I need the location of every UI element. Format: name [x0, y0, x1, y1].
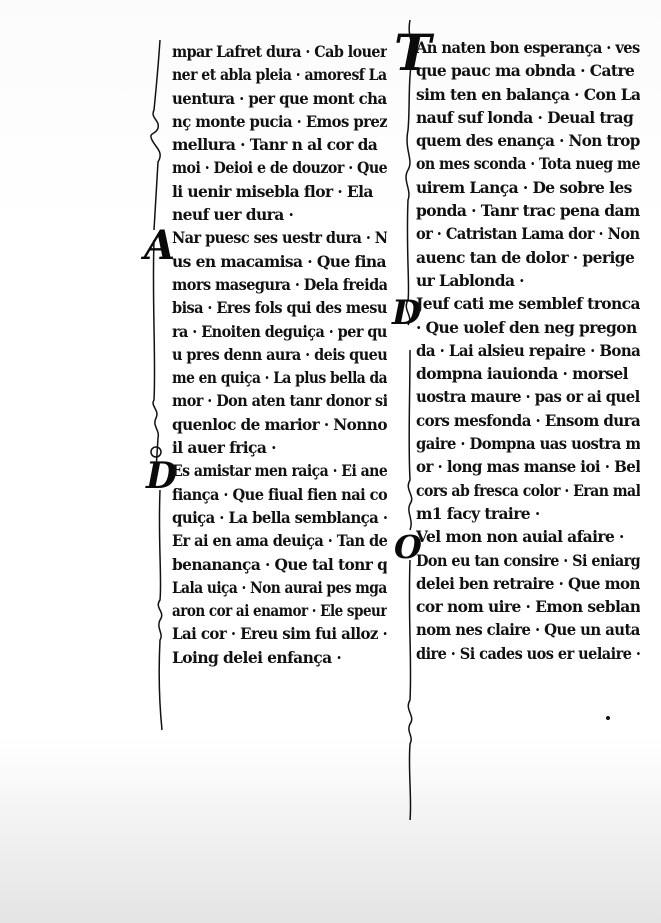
verse-line: ner et abla pleia · amoresf La: [172, 65, 387, 85]
verse-line: cors mesfonda · Ensom dura: [416, 410, 641, 430]
verse-line: quiça · La bella semblança ·: [172, 507, 388, 527]
verse-line: Nar puesc ses uestr dura · N: [172, 228, 388, 248]
verse-line: or · Catristan Lama dor · Non: [416, 224, 640, 244]
verse-line: dire · Si cades uos er uelaire ·: [416, 643, 640, 663]
verse-line: me en quiça · La plus bella da: [172, 368, 387, 388]
verse-line: que pauc ma obnda · Catre: [416, 61, 635, 81]
verse-line: neuf uer dura ·: [172, 205, 294, 225]
verse-line: Jeuf cati me semblef tronca: [416, 294, 640, 314]
verse-line: mors masegura · Dela freida: [172, 274, 388, 294]
verse-line: Lai cor · Ereu sim fui alloz ·: [172, 624, 387, 644]
verse-line: u pres denn aura · deis queu: [172, 344, 388, 364]
verse-line: Lala uiça · Non aurai pes mga: [172, 577, 387, 597]
stanza: [172, 459, 387, 669]
verse-line: delei ben retraire · Que mon: [416, 573, 640, 593]
verse-line: nauf suf londa · Deual trag: [416, 107, 634, 127]
stanza: [416, 525, 640, 665]
verse-line: nç monte pucia · Emos prez: [172, 111, 388, 131]
verse-line: fiança · Que fiual fien nai co: [172, 484, 388, 504]
verse-line: ponda · Tanr trac pena dam: [416, 201, 640, 221]
stanza: [172, 40, 387, 226]
verse-line: uirem Lança · De sobre les: [416, 177, 632, 197]
verse-line: uostra maure · pas or ai quel: [416, 387, 640, 407]
verse-line: dompna iauionda · morsel: [416, 364, 628, 384]
initial-letter-d: D: [146, 455, 178, 497]
verse-line: moi · Deioi e de douzor · Que: [172, 158, 388, 178]
verse-line: quenloc de marior · Nonno: [172, 414, 387, 434]
verse-line: sim ten en balança · Con La: [416, 84, 640, 104]
verse-line: Es amistar men raiça · Ei ane: [172, 461, 387, 481]
verse-line: benanança · Que tal tonr q: [172, 554, 387, 574]
verse-line: quem des enança · Non trop: [416, 131, 640, 151]
verse-line: auenc tan de dolor · perige: [416, 247, 635, 267]
initial-letter-a: A: [144, 222, 176, 269]
verse-line: m1 facy traire ·: [416, 503, 540, 523]
verse-line: li uenir misebla flor · Ela: [172, 181, 373, 201]
stanza: [172, 226, 387, 459]
verse-line: ra · Enoiten deguiça · per qu: [172, 321, 387, 341]
left-text-column: [172, 40, 387, 669]
verse-line: nom nes claire · Que un auta: [416, 620, 640, 640]
verse-line: mellura · Tanr n al cor da: [172, 135, 378, 155]
verse-line: An naten bon esperança · ves: [416, 38, 640, 57]
initial-letter-o: O: [394, 528, 422, 566]
verse-line: da · Lai alsieu repaire · Bona: [416, 340, 641, 360]
verse-line: mpar Lafret dura · Cab louer: [172, 42, 387, 61]
verse-line: Vel mon non auial afaire ·: [416, 527, 624, 547]
verse-line: or · long mas manse ioi · Bel: [416, 457, 641, 477]
stanza: [416, 292, 640, 525]
verse-line: · Que uolef den neg pregon: [416, 317, 637, 337]
right-text-column: [416, 36, 640, 665]
stanza: [416, 36, 640, 292]
verse-line: Loing delei enfança ·: [172, 647, 342, 667]
initial-letter-d-right: D: [392, 293, 422, 333]
verse-line: cor nom uire · Emon seblan: [416, 597, 640, 617]
ink-dot: [606, 716, 610, 720]
verse-line: il auer friça ·: [172, 438, 276, 458]
verse-line: gaire · Dompna uas uostra m: [416, 434, 640, 454]
verse-line: uentura · per que mont cha: [172, 88, 387, 108]
verse-line: cors ab fresca color · Eran mal: [416, 480, 641, 500]
verse-line: ur Lablonda ·: [416, 270, 524, 290]
verse-line: on mes sconda · Tota nueg me: [416, 154, 640, 174]
verse-line: Don eu tan consire · Si eniarg: [416, 550, 640, 570]
verse-line: mor · Don aten tanr donor si: [172, 391, 388, 411]
verse-line: us en macamisa · Que fina: [172, 251, 386, 271]
verse-line: Er ai en ama deuiça · Tan de: [172, 531, 388, 551]
initial-letter-t: T: [394, 23, 432, 82]
verse-line: aron cor ai enamor · Ele speur: [172, 601, 387, 621]
verse-line: bisa · Eres fols qui des mesu: [172, 298, 387, 318]
